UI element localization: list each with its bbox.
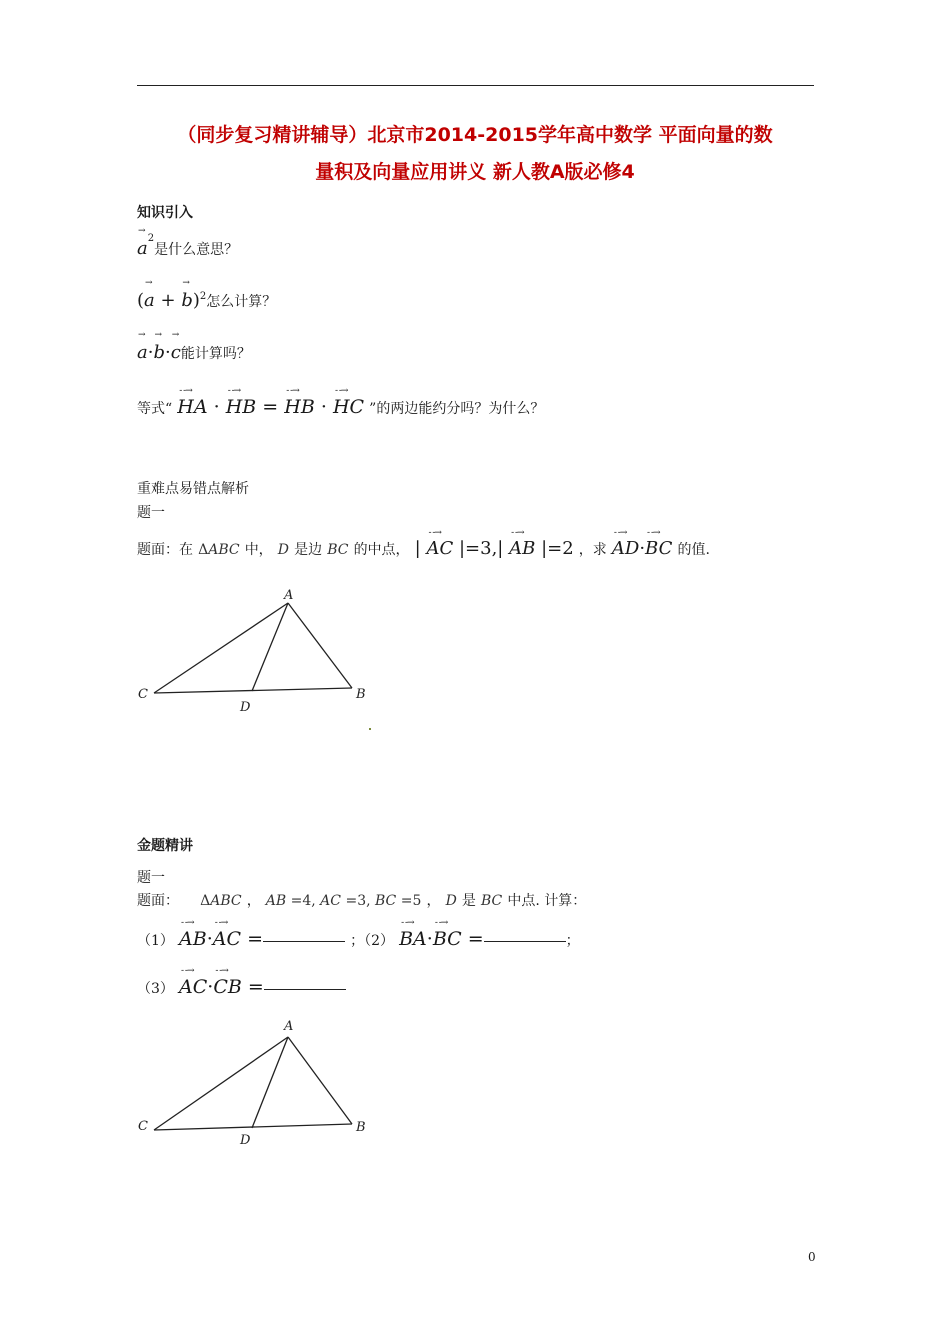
section3-items-row1 (137, 928, 580, 950)
q3-text: 能计算吗？ (180, 346, 251, 362)
s3-suffix: 中点. 计算： (507, 893, 587, 909)
q2-text: 怎么计算？ (206, 294, 277, 310)
s3-sep: ， (246, 893, 261, 909)
intro-question-2 (137, 290, 276, 311)
formula-a-squared: → $a^2$ (137, 238, 154, 259)
s2-suffix: 的值. (677, 542, 710, 558)
intro-question-4 (137, 396, 544, 418)
s2-mid1: 中， (244, 542, 273, 558)
s2-mid4: ，求 (578, 542, 607, 558)
point-d-symbol-2: D (445, 893, 457, 909)
section3-items-row2 (137, 976, 346, 998)
s2-mid3: 的中点， (353, 542, 410, 558)
label-b: B (356, 687, 366, 702)
formula-ad-bc: - -→ AD·- -→ BC (612, 538, 673, 559)
label-d-2: D (240, 1133, 251, 1148)
q4-suffix: ”的两边能约分吗？为什么？ (369, 401, 545, 417)
answer-blank-3[interactable] (264, 988, 346, 990)
doc-title-line1: （同步复习精讲辅导）北京市2014-2015学年高中数学 平面向量的数 (177, 124, 773, 146)
item1-label: （1） (137, 933, 174, 949)
section2-problem (137, 538, 710, 559)
formula-ab-ac: - -→ AB·- -→ AC = (179, 928, 263, 950)
label-c: C (138, 687, 148, 702)
label-d: D (240, 700, 251, 715)
answer-blank-2[interactable] (484, 940, 566, 942)
q1-text: 是什么意思？ (154, 242, 239, 258)
formula-ha-hb-equation: - -→ HA · - -→ HB = - -→ HB · - -→ HC (177, 396, 364, 418)
triangle-figure-2 (130, 1012, 390, 1152)
label-b-2: B (356, 1120, 366, 1135)
formula-ac-cb: - -→ AC·- -→ CB = (179, 976, 264, 998)
section3-sub: 题一 (137, 870, 165, 886)
triangle-abc-symbol: ΔABC (198, 542, 240, 558)
triangle-abc-symbol-2: ΔABC (200, 893, 242, 909)
page-number: 0 (808, 1250, 816, 1264)
s3-mid: 是 (461, 893, 476, 909)
point-d-symbol: D (277, 542, 290, 558)
s2-prefix: 题面：在 (137, 542, 193, 558)
formula-ba-bc: - -→ BA·- -→ BC = (399, 928, 484, 950)
section2-heading: 重难点易错点解析 (137, 481, 249, 497)
triangle-figure-1 (130, 580, 390, 740)
top-rule (137, 85, 814, 86)
section3-heading: 金题精讲 (137, 838, 193, 854)
side-lengths: AB =4, AC =3, BC =5 (265, 893, 422, 909)
section2-sub: 题一 (137, 505, 165, 521)
section3-problem (137, 890, 586, 910)
s3-sep-2: ， (426, 893, 441, 909)
item2-end: ； (565, 933, 580, 949)
intro-question-1 (137, 233, 239, 259)
intro-heading: 知识引入 (137, 205, 193, 221)
label-c-2: C (138, 1119, 148, 1134)
formula-abc-product: → a·→ b·→ c (137, 342, 181, 363)
s3-prefix: 题面： (137, 893, 179, 909)
formula-sum-squared: (→ a + → b)$^2$ (137, 290, 206, 311)
label-a: A (284, 588, 294, 603)
segment-bc-symbol: BC (327, 542, 349, 558)
label-a-2: A (284, 1019, 294, 1034)
item2-label: ；（2） (350, 933, 394, 949)
intro-question-3 (137, 342, 251, 363)
item3-label: （3） (137, 981, 174, 997)
formula-lengths: | - -→ AC |=3,| - -→ AB |=2 (415, 538, 574, 559)
segment-bc-symbol-2: BC (480, 893, 503, 909)
q4-prefix: 等式“ (137, 401, 173, 417)
answer-blank-1[interactable] (263, 940, 345, 942)
doc-title-line2: 量积及向量应用讲义 新人教A版必修4 (315, 161, 635, 183)
s2-mid2: 是边 (294, 542, 323, 558)
